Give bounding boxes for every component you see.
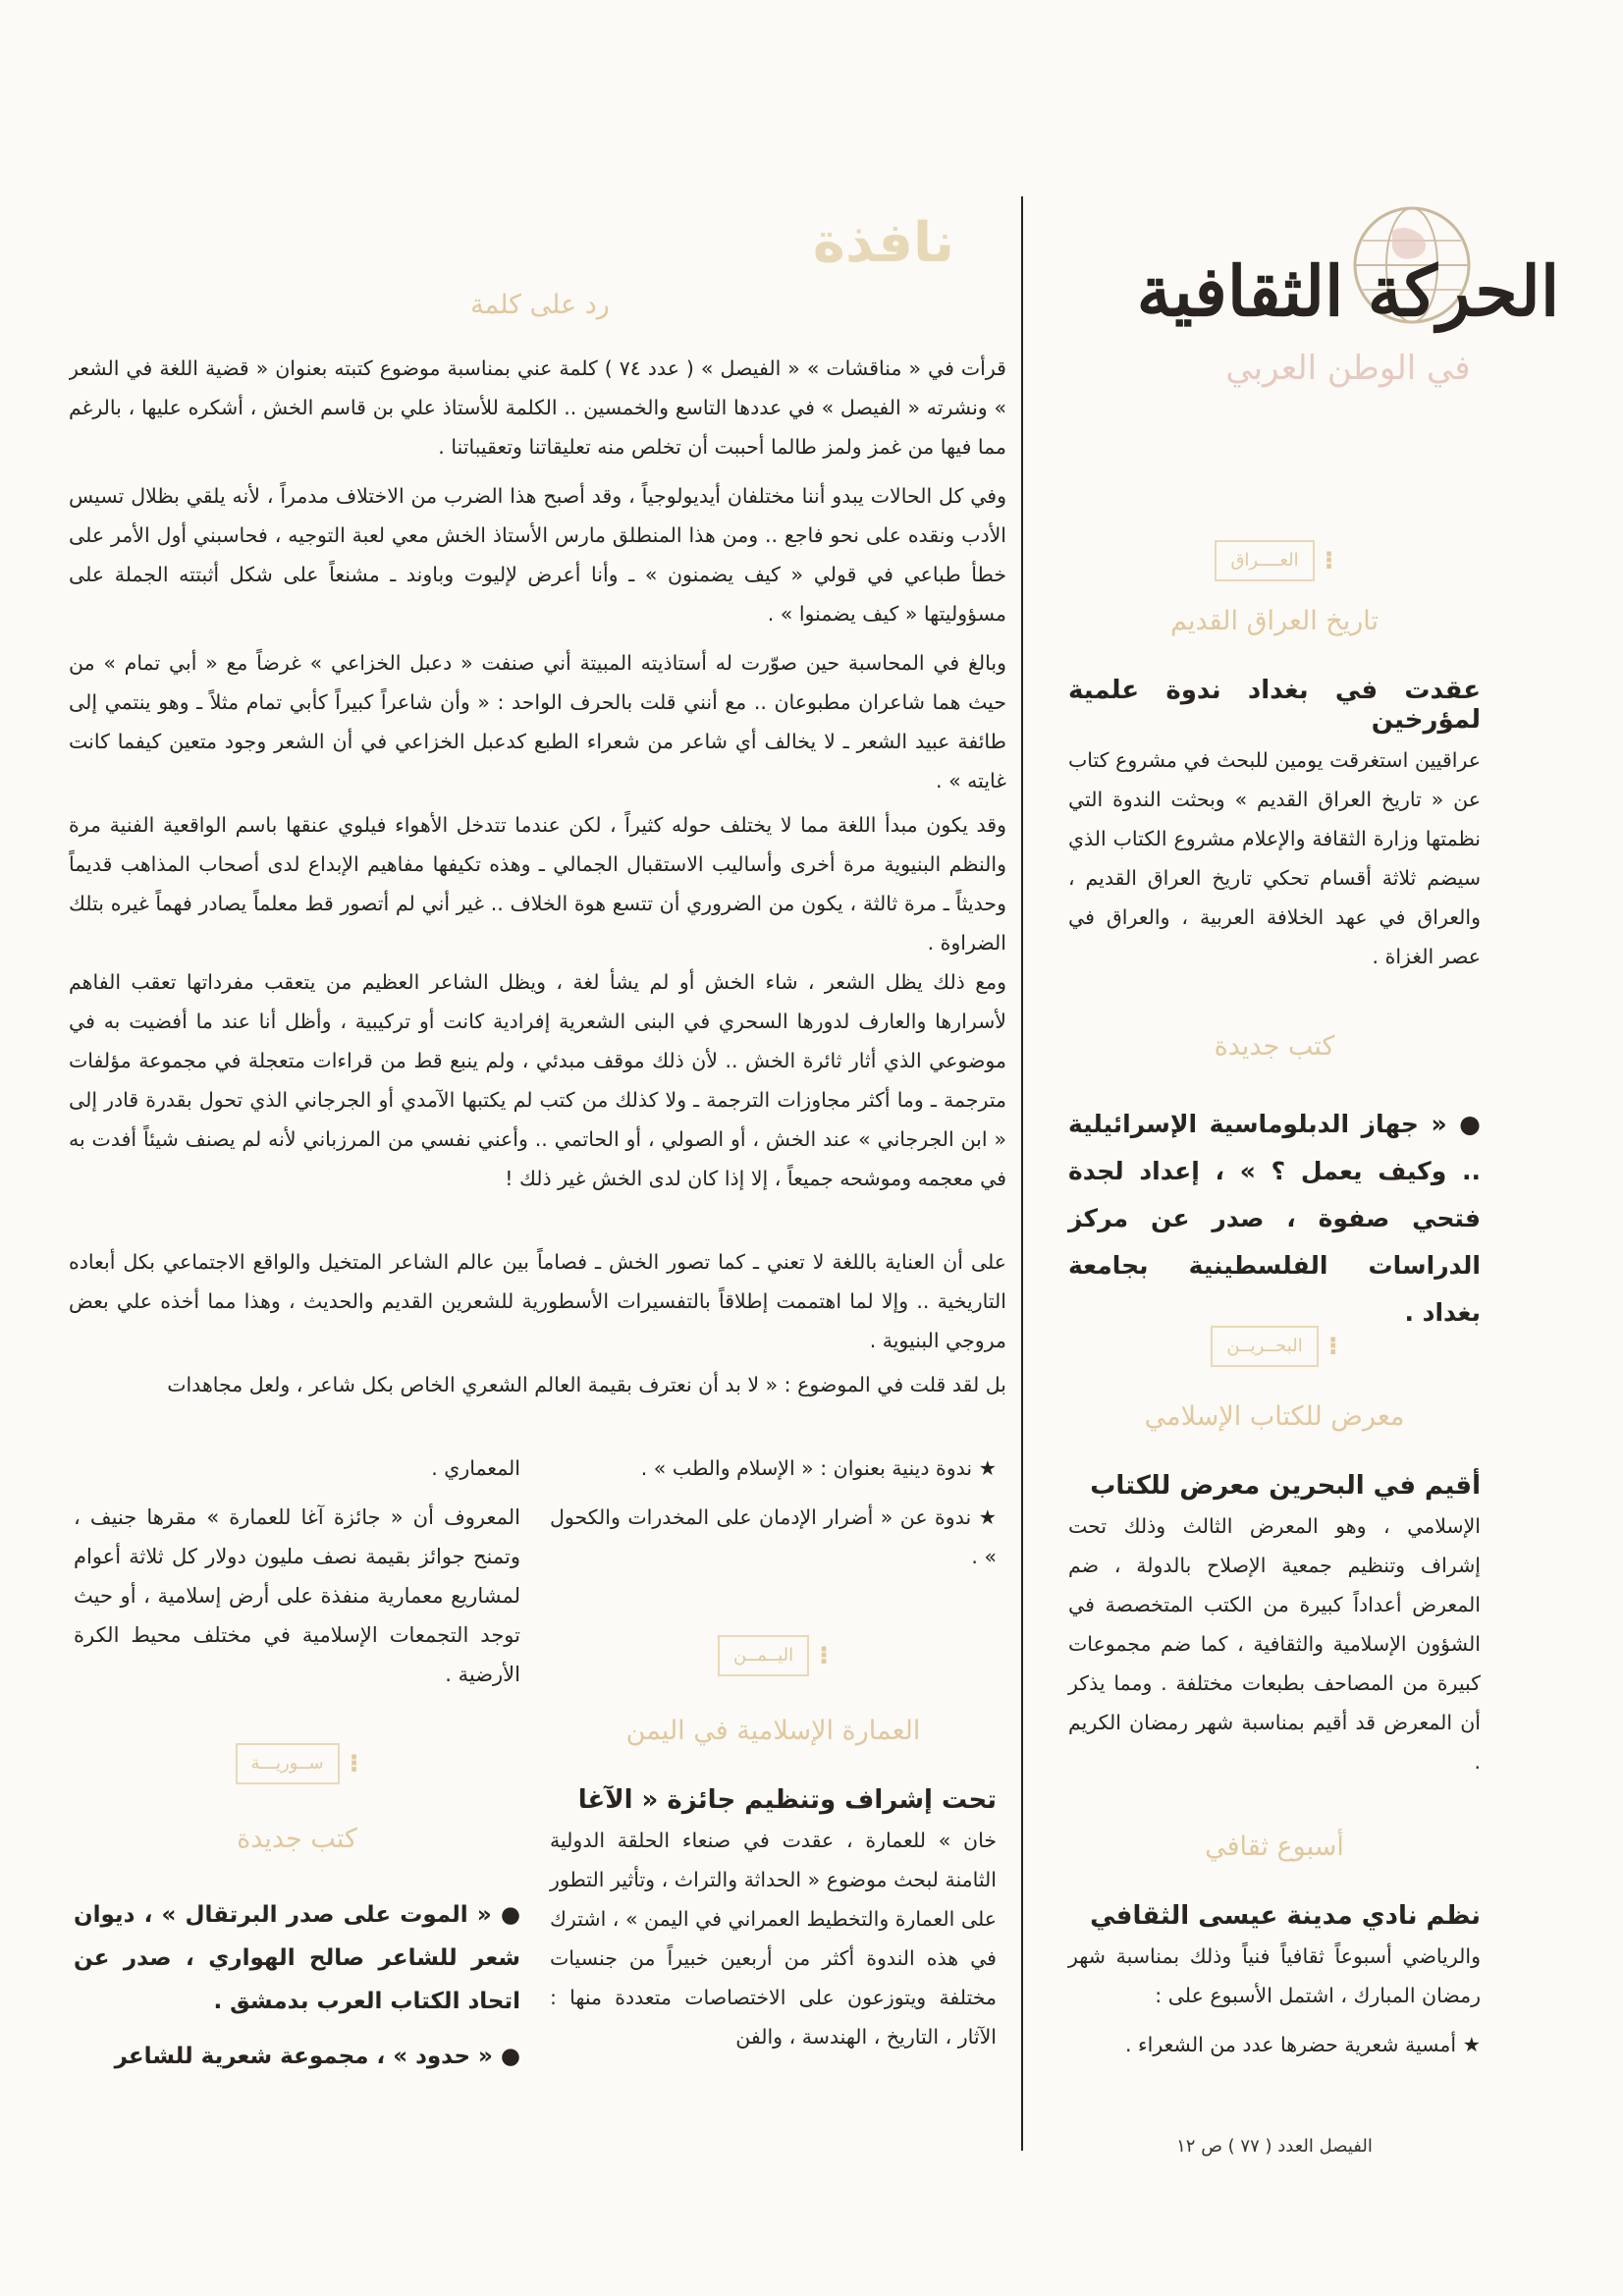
syria-country-tag: ســوريـــة <box>236 1743 340 1784</box>
cultural-week-bullet: ★ أمسية شعرية حضرها عدد من الشعراء . <box>1124 2033 1481 2056</box>
syria-tag-mark: ⁝ <box>349 1749 359 1778</box>
new-books-headline: كتب جديدة <box>1214 1031 1335 1062</box>
window-title: نافذة <box>812 211 955 275</box>
syria-book-1: ● « الموت على صدر البرتقال » ، ديوان شعر للشاعر صالح الهواري ، صدر عن اتحاد الكتاب العرب بدمشق . <box>74 1902 520 2014</box>
iraq-section <box>1068 540 1481 976</box>
masthead-subtitle: في الوطن العربي <box>1225 349 1471 388</box>
window-paragraph-5: ومع ذلك يظل الشعر ، شاء الخش أو لم يشأ لغة ، ويظل الشاعر العظيم من يتعقب مفرداتها تعقب الفاهم لأسرارها والعارف لدورها السحري في البنى الشعرية إفرادية كانت أو تركيبية ، وأظل أنا عند ما أفضيت به في موضوعي الذي أثار ثائرة الخش .. لأن ذلك موقف مبدئي ، ولم ينبع قط من قراءات متعجلة في مجموعة مؤلفات مترجمة ـ وما أكثر مجاوزات الترجمة ـ ولا كذلك من كتب لم يكتبها الآمدي أو الجرجاني الذي تحول بقدرة قادر إلى « ابن الجرجاني » عند الخش ، أو الصولي ، أو الحاتمي .. وأعني نفسي من المرزباني لأنه لم يصنف شيئاً أفدت به في معجمه وموشحه جميعاً ، إلا إذا كان لدى الخش غير ذلك ! <box>69 970 1006 1190</box>
bahrain-tag-mark: ⁝ <box>1327 1332 1338 1361</box>
bahrain-text: الإسلامي ، وهو المعرض الثالث وذلك تحت إشراف وتنظيم جمعية الإصلاح بالدولة ، ضم المعرض أعداداً كبيرة من الكتب المتخصصة في الشؤون الإسلامية والثقافية ، كما ضم مجموعات كبيرة من المصاحف بطبعات مختلفة . ومما يذكر أن المعرض قد أقيم بمناسبة شهر رمضان الكريم . <box>1068 1514 1481 1774</box>
iraq-tag-mark: ⁝ <box>1324 546 1334 575</box>
yemen-tag-mark: ⁝ <box>819 1641 830 1670</box>
middle-column <box>550 1439 997 2056</box>
syria-book-2: ● « حدود » ، مجموعة شعرية للشاعر <box>114 2044 520 2069</box>
yemen-text: خان » للعمارة ، عقدت في صنعاء الحلقة الدولية الثامنة لبحث موضوع « الحداثة والتراث ، وتأثير التطور على العمارة والتخطيط العمراني في اليمن » ، اشترك في هذه الندوة أكثر من أربعين خبيراً من جنسيات مختلفة ويتوزعون على الاختصاصات متعددة منها : الآثار ، التاريخ ، الهندسة ، والفن <box>550 1829 997 2049</box>
yemen-lead: تحت إشراف وتنظيم جائزة « الآغا <box>577 1785 997 1815</box>
window-paragraph-4: وقد يكون مبدأ اللغة مما لا يختلف حوله كثيراً ، لكن عندما تتدخل الأهواء فيلوي عنقها باسم الواقعية الفنية مرة والنظم البنيوية مرة أخرى وأساليب الاستقبال الجمالي ـ وهذه تكيفها مفاهيم الإبداع لدى أصحاب المذاهب قديماً وحديثاً ـ مرة ثالثة ، يكون من الضروري أن تتسع هوة الخلاف .. غير أني لم أتصور قط معلماً يصادر فهماً غيره بتلك الضراوة . <box>69 813 1006 955</box>
window-paragraph-2: وفي كل الحالات يبدو أننا مختلفان أيديولوجياً ، وقد أصبح هذا الضرب من الاختلاف مدمراً ، لأنه يلقي بظلال تسيس الأدب ونقده على نحو فاجع .. ومن هذا المنطلق مارس الأستاذ الخش معي لعبة التوجيه ، فحاسبني أول الأمر على خطأ طباعي في قولي « كيف يضمنون » ـ وأنا أعرض لإليوت وباوند ـ مشنعاً على شكل أثبتته الجملة على مسؤوليتها « كيف يضمنوا » . <box>69 484 1006 626</box>
left-text-1: المعماري . <box>431 1456 520 1480</box>
masthead <box>1093 182 1584 476</box>
window-paragraph-1: قرأت في « مناقشات » « الفيصل » ( عدد ٧٤ ) كلمة عني بمناسبة موضوع كتبته بعنوان « قضية اللغة في الشعر » ونشرته « الفيصل » في عددها التاسع والخمسين .. الكلمة للأستاذ علي بن قاسم الخش ، أشكره عليها ، بالرغم مما فيها من غمز ولمز طالما أحببت أن تخلص منه تعليقاتنا وتعقيباتنا . <box>69 356 1006 459</box>
iraq-lead: عقدت في بغداد ندوة علمية لمؤرخين <box>1068 676 1481 735</box>
middle-bullet-1: ★ ندوة دينية بعنوان : « الإسلام والطب » . <box>640 1456 997 1480</box>
iraq-country-tag: العــــراق <box>1215 540 1314 581</box>
syria-headline: كتب جديدة <box>237 1824 357 1854</box>
middle-bullet-2: ★ ندوة عن « أضرار الإدمان على المخدرات والكحول » . <box>550 1505 997 1568</box>
cultural-week-lead: نظم نادي مدينة عيسى الثقافي <box>1090 1901 1481 1931</box>
iraq-text: عراقيين استغرقت يومين للبحث في مشروع كتاب عن « تاريخ العراق القديم » وبحثت الندوة التي نظمتها وزارة الثقافة والإعلام مشروع الكتاب الذي سيضم ثلاثة أقسام تحكي تاريخ العراق القديم ، والعراق في عهد الخلافة العربية ، والعراق في عصر الغزاة . <box>1068 748 1481 968</box>
window-paragraph-7: بل لقد قلت في الموضوع : « لا بد أن نعترف بقيمة العالم الشعري الخاص بكل شاعر ، ولعل مجاهدات <box>167 1373 1006 1396</box>
yemen-country-tag: اليــمــن <box>718 1635 809 1676</box>
window-article <box>69 349 1006 1406</box>
window-subtitle: رد على كلمة <box>470 290 610 320</box>
left-text-2: المعروف أن « جائزة آغا للعمارة » مقرها جنيف ، وتمنح جوائز بقيمة نصف مليون دولار كل ثلاثة أعوام لمشاريع معمارية منفذة على أرض إسلامية ، أو حيث توجد التجمعات الإسلامية في مختلف محيط الكرة الأرضية . <box>74 1505 520 1686</box>
window-paragraph-3: وبالغ في المحاسبة حين صوّرت له أستاذيته المبيتة أني صنفت « دعبل الخزاعي » غرضاً مع « أبي تمام » من حيث هما شاعران مطبوعان .. مع أنني قلت بالحرف الواحد : « وأن شاعراً كبيراً كأبي تمام مثلاً ـ وهو ينتمي إلى طائفة عبيد الشعر ـ لا يخالف أي شاعر من شعراء الطبع كدعبل الخزاعي في أن الشعر وجود متعين كيفما كانت غايته » . <box>69 651 1006 793</box>
cultural-week-headline: أسبوع ثقافي <box>1205 1831 1344 1862</box>
column-divider <box>1021 196 1023 2151</box>
bahrain-section <box>1068 1326 1481 1781</box>
bahrain-headline: معرض للكتاب الإسلامي <box>1144 1401 1405 1432</box>
window-paragraph-6: على أن العناية باللغة لا تعني ـ كما تصور الخش ـ فصاماً بين عالم الشاعر المتخيل والواقع الاجتماعي بكل أبعاده التاريخية .. وإلا لما اهتممت إطلاقاً بالتفسيرات الأسطورية للشعرين القديم والحديث ، وهذا مما أخذه علي بعض مروجي البنيوية . <box>69 1250 1006 1352</box>
cultural-week-section <box>1068 1831 1481 2064</box>
masthead-title: الحركة الثقافية <box>1136 250 1560 332</box>
bahrain-lead: أقيم في البحرين معرض للكتاب <box>1090 1471 1481 1501</box>
iraq-headline: تاريخ العراق القديم <box>1169 606 1380 636</box>
new-books-section <box>1068 1031 1481 1337</box>
cultural-week-text: والرياضي أسبوعاً ثقافياً فنياً وذلك بمناسبة شهر رمضان المبارك ، اشتمل الأسبوع على : <box>1068 1944 1481 2007</box>
yemen-headline: العمارة الإسلامية في اليمن <box>625 1716 921 1746</box>
left-column <box>74 1439 520 2076</box>
new-books-text: ● « جهاز الدبلوماسية الإسرائيلية .. وكيف يعمل ؟ » ، إعداد لجدة فتحي صفوة ، صدر عن مركز الدراسات الفلسطينية بجامعة بغداد . <box>1068 1110 1481 1327</box>
page-footer: الفيصل العدد ( ٧٧ ) ص ١٢ <box>1176 2136 1373 2157</box>
bahrain-country-tag: البحــريــن <box>1211 1326 1318 1367</box>
